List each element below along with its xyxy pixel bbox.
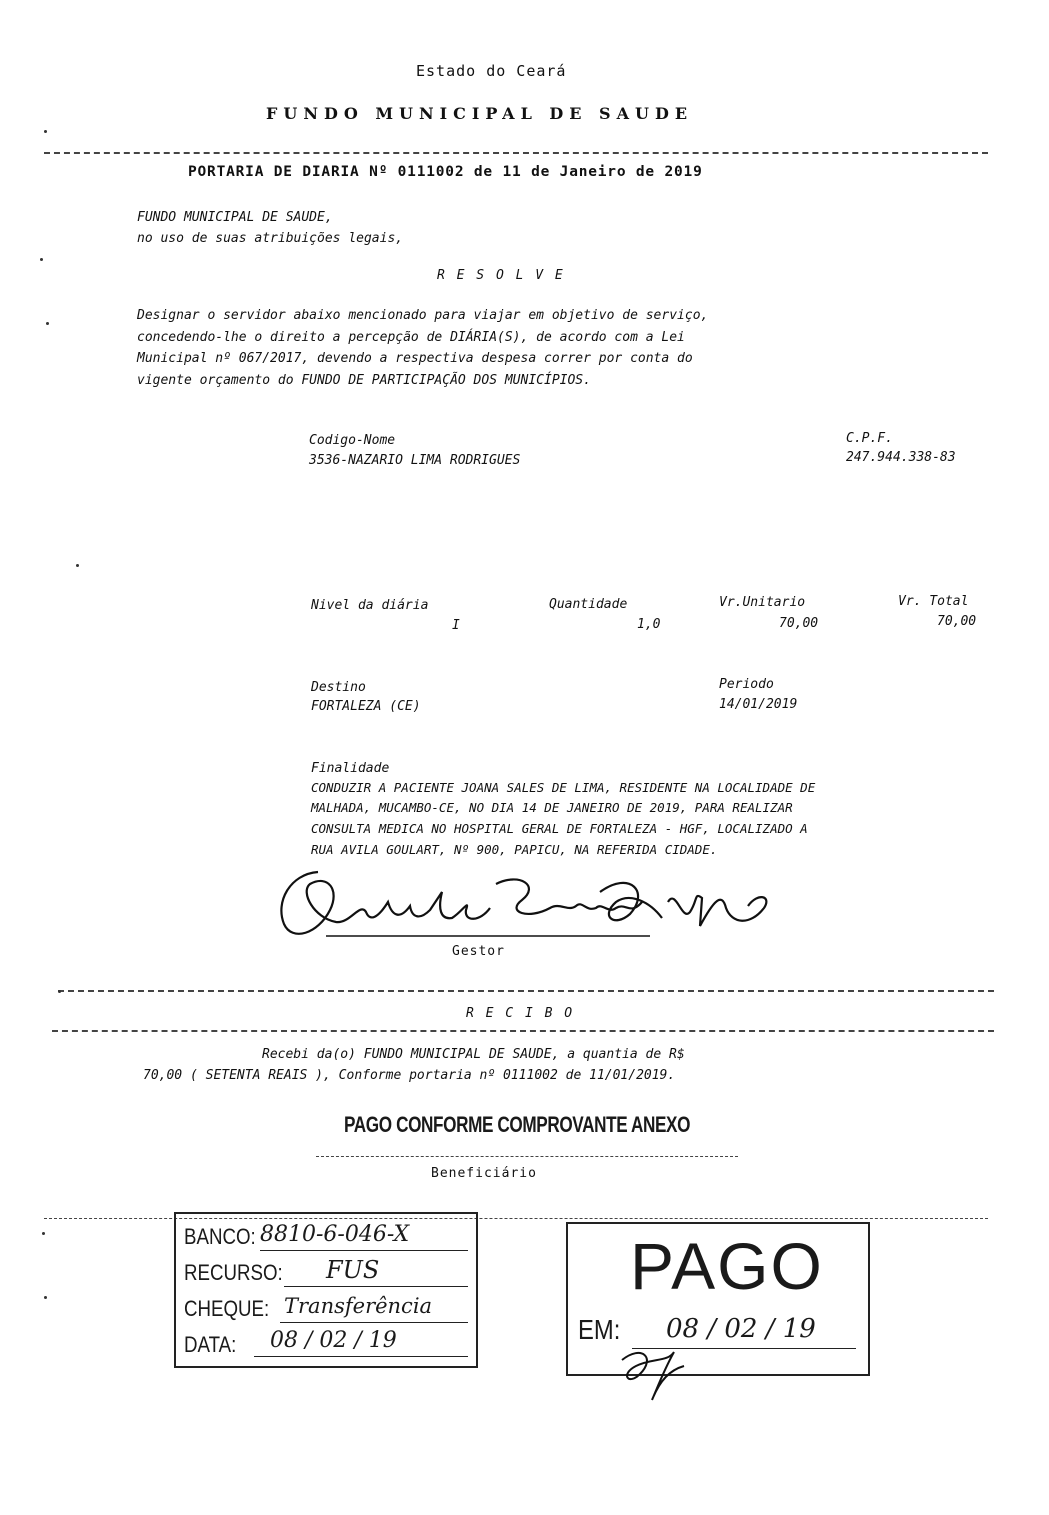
beneficiario-line [316,1156,738,1157]
divider-recibo-bottom [52,1030,994,1032]
quantidade-value: 1,0 [637,617,661,632]
periodo-value: 14/01/2019 [719,697,798,712]
cheque-underline [280,1322,468,1323]
divider-top [44,152,988,154]
finalidade-line-4: RUA AVILA GOULART, Nº 900, PAPICU, NA REFERIDA CIDADE. [311,842,718,857]
scan-speck [44,130,47,133]
body-line-3: Municipal nº 067/2017, devendo a respectiva despesa correr por conta do [137,351,693,366]
portaria-title: PORTARIA DE DIARIA Nº 0111002 de 11 de Janeiro de 2019 [188,164,703,180]
banco-label: BANCO: [184,1224,256,1249]
code-name-label: Codigo-Nome [309,433,396,448]
vr-unitario-label: Vr.Unitario [719,595,806,610]
destino-label: Destino [311,680,366,695]
body-line-2: concedendo-lhe o direito a percepção de DIÁRIA(S), de acordo com a Lei [137,330,685,345]
pago-stamp-title: PAGO [630,1229,824,1303]
scan-speck [44,1296,47,1299]
recibo-line-1: Recebi da(o) FUNDO MUNICIPAL DE SAUDE, a quantia de R$ [262,1047,685,1062]
resolve-heading: R E S O L V E [437,268,565,283]
recibo-line-2: 70,00 ( SETENTA REAIS ), Conforme portaria nº 0111002 de 11/01/2019. [143,1068,676,1083]
state-name: Estado do Ceará [416,62,567,80]
cheque-value: Transferência [284,1294,433,1318]
data-underline [254,1356,468,1357]
periodo-label: Periodo [719,677,774,692]
recurso-value: FUS [326,1256,380,1284]
data-value: 08 / 02 / 19 [270,1328,397,1353]
vr-total-value: 70,00 [937,614,977,629]
nivel-label: Nivel da diária [311,598,429,613]
vr-total-label: Vr. Total [898,594,969,609]
agency-title: FUNDO MUNICIPAL DE SAUDE [266,104,694,123]
gestor-label: Gestor [452,944,505,959]
scan-speck [76,564,79,567]
banco-underline [260,1250,468,1251]
finalidade-line-1: CONDUZIR A PACIENTE JOANA SALES DE LIMA, RESIDENTE NA LOCALIDADE DE [311,780,816,795]
cpf-value: 247.944.338-83 [846,450,956,465]
cpf-label: C.P.F. [846,431,893,446]
gestor-signature [270,862,780,952]
scan-speck [58,990,61,993]
scan-speck [42,1232,45,1235]
destino-value: FORTALEZA (CE) [311,699,421,714]
nivel-value: I [452,618,460,633]
recurso-underline [284,1286,468,1287]
finalidade-line-3: CONSULTA MEDICA NO HOSPITAL GERAL DE FORTALEZA - HGF, LOCALIZADO A [311,821,808,836]
body-line-1: Designar o servidor abaixo mencionado para viajar em objetivo de serviço, [137,308,709,323]
vr-unitario-value: 70,00 [779,616,819,631]
beneficiario-label: Beneficiário [431,1166,537,1181]
data-label: DATA: [184,1332,237,1357]
banco-value: 8810-6-046-X [260,1222,410,1247]
initials-signature [612,1340,692,1410]
divider-recibo-top [58,990,994,992]
bank-stamp [174,1212,478,1368]
finalidade-line-2: MALHADA, MUCAMBO-CE, NO DIA 14 DE JANEIRO DE 2019, PARA REALIZAR [311,800,793,815]
pago-conforme-stamp: PAGO CONFORME COMPROVANTE ANEXO [344,1112,691,1137]
finalidade-label: Finalidade [311,761,390,776]
quantidade-label: Quantidade [549,597,628,612]
pago-em-value: 08 / 02 / 19 [666,1314,816,1344]
authority-line-1: FUNDO MUNICIPAL DE SAUDE, [137,210,333,225]
code-name-value: 3536-NAZARIO LIMA RODRIGUES [309,453,521,468]
pago-em-label: EM: [578,1314,621,1345]
recurso-label: RECURSO: [184,1260,283,1285]
scan-speck [40,258,43,261]
body-line-4: vigente orçamento do FUNDO DE PARTICIPAÇÃO DOS MUNICÍPIOS. [137,373,591,388]
authority-line-2: no uso de suas atribuições legais, [137,231,404,246]
scan-speck [46,322,49,325]
recibo-heading: R E C I B O [466,1006,575,1021]
cheque-label: CHEQUE: [184,1296,270,1321]
